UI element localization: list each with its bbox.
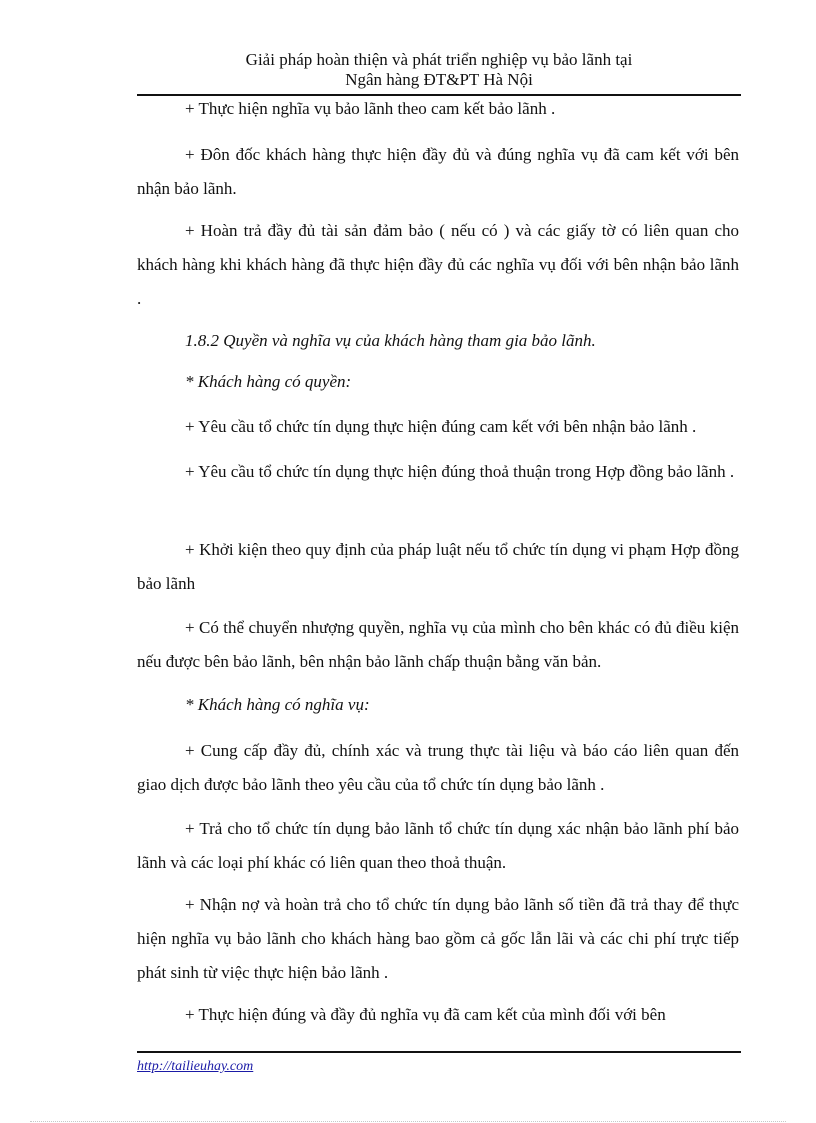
header-title-line-2: Ngân hàng ĐT&PT Hà Nội	[345, 70, 533, 89]
subheading-obligations: * Khách hàng có nghĩa vụ:	[185, 695, 370, 714]
paragraph: + Cung cấp đầy đủ, chính xác và trung thực tài liệu và báo cáo liên quan đến giao dịch được bảo lãnh theo yêu cầu của tổ chức tín dụng bảo lãnh .	[137, 741, 739, 794]
paragraph: + Thực hiện nghĩa vụ bảo lãnh theo cam kết bảo lãnh .	[185, 99, 556, 118]
paragraph: + Đôn đốc khách hàng thực hiện đầy đủ và đúng nghĩa vụ đã cam kết với bên nhận bảo lãnh.	[137, 145, 739, 198]
footer-link[interactable]: http://tailieuhay.com	[137, 1059, 254, 1074]
paragraph: + Yêu cầu tổ chức tín dụng thực hiện đúng thoả thuận trong Hợp đồng bảo lãnh .	[185, 462, 735, 481]
paragraph: + Hoàn trả đầy đủ tài sản đảm bảo ( nếu có ) và các giấy tờ có liên quan cho khách hàng khi khách hàng đã thực hiện đầy đủ các nghĩa vụ đối với bên nhận bảo lãnh .	[137, 221, 739, 308]
paragraph: + Thực hiện đúng và đầy đủ nghĩa vụ đã cam kết của mình đối với bên	[185, 1005, 666, 1024]
page-header	[137, 50, 741, 90]
paragraph: + Yêu cầu tổ chức tín dụng thực hiện đúng cam kết với bên nhận bảo lãnh .	[185, 417, 697, 436]
subheading-rights: * Khách hàng có quyền:	[185, 372, 352, 391]
paragraph: + Nhận nợ và hoàn trả cho tổ chức tín dụng bảo lãnh số tiền đã trả thay để thực hiện nghĩa vụ bảo lãnh cho khách hàng bao gồm cả gốc lẫn lãi và các chi phí trực tiếp phát sinh từ việc thực hiện bảo lãnh .	[137, 895, 739, 982]
paragraph: + Khởi kiện theo quy định của pháp luật nếu tổ chức tín dụng vi phạm Hợp đồng bảo lãnh	[137, 540, 739, 593]
page-bottom-dotted-line	[30, 1121, 786, 1122]
footer-rule	[137, 1051, 741, 1053]
paragraph: + Trả cho tổ chức tín dụng bảo lãnh tổ chức tín dụng xác nhận bảo lãnh phí bảo lãnh và các loại phí khác có liên quan theo thoả thuận.	[137, 819, 739, 872]
header-title-line-1: Giải pháp hoàn thiện và phát triển nghiệp vụ bảo lãnh tại	[245, 50, 633, 69]
section-heading: 1.8.2 Quyền và nghĩa vụ của khách hàng tham gia bảo lãnh.	[185, 331, 596, 350]
paragraph: + Có thể chuyển nhượng quyền, nghĩa vụ của mình cho bên khác có đủ điều kiện nếu được bên bảo lãnh, bên nhận bảo lãnh chấp thuận bằng văn bản.	[137, 618, 739, 671]
